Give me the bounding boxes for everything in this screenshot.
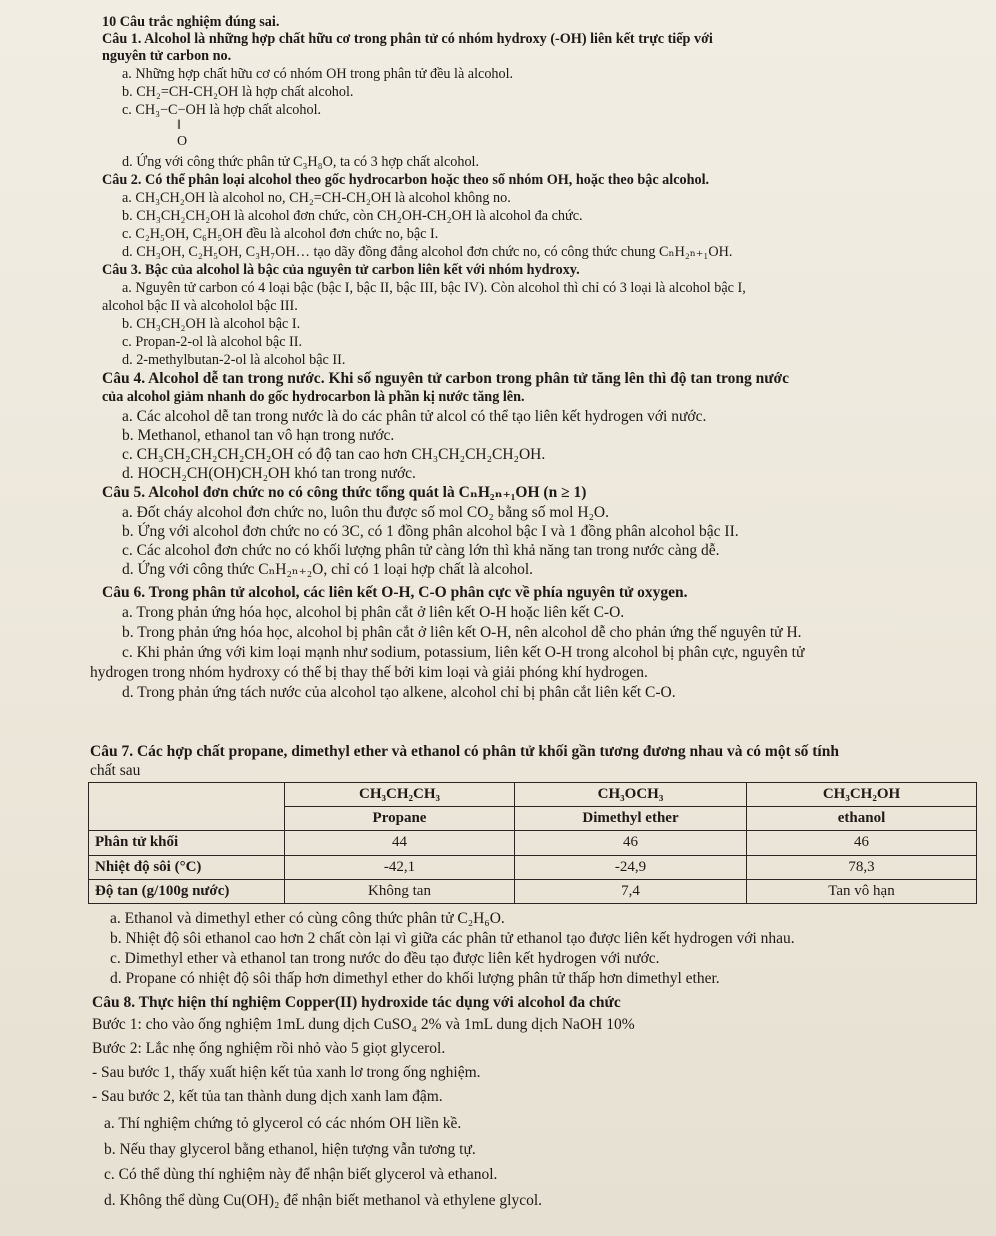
q8-stem: Câu 8. Thực hiện thí nghiệm Copper(II) hydroxide tác dụng với alcohol đa chức [92, 994, 621, 1011]
carbonyl-oxygen: O [177, 134, 188, 149]
q4-option-b: b. Methanol, ethanol tan vô hạn trong nước. [122, 427, 395, 444]
q4-option-a: a. Các alcohol dễ tan trong nước là do các phân tử alcol có thể tạo liên kết hydrogen với nước. [122, 408, 707, 425]
q6-option-a: a. Trong phản ứng hóa học, alcohol bị phân cắt ở liên kết O-H hoặc liên kết C-O. [122, 604, 625, 621]
q7-stem-line1 [90, 743, 839, 761]
q7-stem-line2: chất sau [90, 762, 141, 779]
q4-stem-line1: Câu 4. Alcohol dễ tan trong nước. Khi số nguyên tử carbon trong phân tử tăng lên thì độ tan trong nước [102, 370, 789, 387]
table-cell: 44 [285, 831, 515, 855]
q1-option-d: d. Ứng với công thức phân tử C₃H₈O, ta có 3 hợp chất alcohol. [122, 154, 480, 170]
q2-stem: Câu 2. Có thể phân loại alcohol theo gốc hydrocarbon hoặc theo số nhóm OH, hoặc theo bậc alcohol. [102, 172, 710, 188]
table-cell: 7,4 [515, 879, 747, 903]
q5-stem: Câu 5. Alcohol đơn chức no có công thức tổng quát là CₙH₂ₙ₊₁OH (n ≥ 1) [102, 484, 587, 501]
q1-stem-line2: nguyên tử carbon no. [102, 48, 232, 64]
properties-table [88, 782, 977, 904]
name-dimethyl-ether: Dimethyl ether [515, 807, 747, 831]
table-row [89, 879, 977, 903]
q4-option-d: d. HOCH₂CH(OH)CH₂OH khó tan trong nước. [122, 465, 416, 482]
name-propane: Propane [285, 807, 515, 831]
q5-option-c: c. Các alcohol đơn chức no có khối lượng phân tử càng lớn thì khả năng tan trong nước càng dễ. [122, 542, 720, 559]
q6-option-c-line1: c. Khi phản ứng với kim loại mạnh như sodium, potassium, liên kết O-H trong alcohol bị phân cực, nguyên tử [122, 644, 805, 661]
table-corner-cell [89, 807, 285, 831]
formula-ethanol: CH₃CH₂OH [747, 783, 977, 807]
row-label-molar-mass: Phân tử khối [89, 831, 285, 855]
table-cell: 46 [747, 831, 977, 855]
q5-option-a: a. Đốt cháy alcohol đơn chức no, luôn thu được số mol CO₂ bằng số mol H₂O. [122, 504, 609, 521]
q6-option-c-line2: hydrogen trong nhóm hydroxy có thể bị thay thế bởi kim loại và giải phóng khí hydrogen. [90, 664, 648, 681]
q8-step-2: Bước 2: Lắc nhẹ ống nghiệm rồi nhỏ vào 5 giọt glycerol. [92, 1040, 446, 1057]
q8-option-b: b. Nếu thay glycerol bằng ethanol, hiện tượng vẫn tương tự. [104, 1141, 476, 1158]
table-cell: -24,9 [515, 855, 747, 879]
q7-stem-text: Câu 7. Các hợp chất propane, dimethyl ether và ethanol có phân tử khối gần tương đương nhau và có một số tính [90, 743, 839, 760]
q3-option-a-line1: a. Nguyên tử carbon có 4 loại bậc (bậc I, bậc II, bậc III, bậc IV). Còn alcohol thì chỉ có 3 loại là alcohol bậc I, [122, 280, 746, 296]
q6-option-b: b. Trong phản ứng hóa học, alcohol bị phân cắt ở liên kết O-H, nên alcohol dễ cho phản ứng thế nguyên tử H. [122, 624, 802, 641]
q6-option-d: d. Trong phản ứng tách nước của alcohol tạo alkene, alcohol chỉ bị phân cắt liên kết C-O. [122, 684, 676, 701]
q1-option-a: a. Những hợp chất hữu cơ có nhóm OH trong phân tử đều là alcohol. [122, 66, 514, 82]
q3-option-b: b. CH₃CH₂OH là alcohol bậc I. [122, 316, 301, 332]
formula-propane: CH₃CH₂CH₃ [285, 783, 515, 807]
table-cell: -42,1 [285, 855, 515, 879]
q3-option-a-line2: alcohol bậc II và alcoholol bậc III. [102, 298, 298, 314]
row-label-solubility: Độ tan (g/100g nước) [89, 879, 285, 903]
table-row [89, 807, 977, 831]
carbonyl-double-bond: ‖ [177, 118, 181, 133]
q3-stem: Câu 3. Bậc của alcohol là bậc của nguyên tử carbon liên kết với nhóm hydroxy. [102, 262, 580, 278]
q4-option-c: c. CH₃CH₂CH₂CH₂CH₂OH có độ tan cao hơn CH₃CH₂CH₂CH₂OH. [122, 446, 546, 463]
q8-option-d: d. Không thể dùng Cu(OH)₂ để nhận biết methanol và ethylene glycol. [104, 1192, 543, 1209]
q2-option-b: b. CH₃CH₂CH₂OH là alcohol đơn chức, còn CH₂OH-CH₂OH là alcohol đa chức. [122, 208, 583, 224]
table-row [89, 831, 977, 855]
q5-option-d: d. Ứng với công thức CₙH₂ₙ₊₂O, chỉ có 1 loại hợp chất là alcohol. [122, 561, 533, 578]
q8-option-c: c. Có thể dùng thí nghiệm này để nhận biết glycerol và ethanol. [104, 1166, 498, 1183]
q4-stem-line2: của alcohol giảm nhanh do gốc hydrocarbon là phần kị nước tăng lên. [102, 389, 525, 405]
q8-observation-1: - Sau bước 1, thấy xuất hiện kết tủa xanh lơ trong ống nghiệm. [92, 1064, 481, 1081]
formula-dimethyl-ether: CH₃OCH₃ [515, 783, 747, 807]
table-corner-cell [89, 783, 285, 807]
q2-option-a: a. CH₃CH₂OH là alcohol no, CH₂=CH-CH₂OH là alcohol không no. [122, 190, 511, 206]
table-cell: Không tan [285, 879, 515, 903]
q2-option-d: d. CH₃OH, C₂H₅OH, C₃H₇OH… tạo dãy đồng đẳng alcohol đơn chức no, có công thức chung CₙH₂ₙ₊₁OH. [122, 244, 733, 260]
q8-observation-2: - Sau bước 2, kết tủa tan thành dung dịch xanh lam đậm. [92, 1088, 443, 1105]
q8-option-a: a. Thí nghiệm chứng tỏ glycerol có các nhóm OH liền kề. [104, 1115, 462, 1132]
q3-option-d: d. 2-methylbutan-2-ol là alcohol bậc II. [122, 352, 346, 368]
q7-option-d: d. Propane có nhiệt độ sôi thấp hơn dimethyl ether do khối lượng phân tử thấp hơn dimethyl ether. [110, 970, 720, 987]
table-row [89, 855, 977, 879]
name-ethanol: ethanol [747, 807, 977, 831]
q7-option-c: c. Dimethyl ether và ethanol tan trong nước do đều tạo được liên kết hydrogen với nước. [110, 950, 660, 967]
q1-option-b: b. CH₂=CH-CH₂OH là hợp chất alcohol. [122, 84, 354, 100]
q1-option-c: c. CH₃−C−OH là hợp chất alcohol. [122, 102, 322, 118]
q8-step-1: Bước 1: cho vào ống nghiệm 1mL dung dịch CuSO₄ 2% và 1mL dung dịch NaOH 10% [92, 1016, 635, 1033]
q5-option-b: b. Ứng với alcohol đơn chức no có 3C, có 1 đồng phân alcohol bậc I và 1 đồng phân alcohol bậc II. [122, 523, 739, 540]
q7-option-a: a. Ethanol và dimethyl ether có cùng công thức phân tử C₂H₆O. [110, 910, 505, 927]
q3-option-c: c. Propan-2-ol là alcohol bậc II. [122, 334, 303, 350]
row-label-boiling-point: Nhiệt độ sôi (°C) [89, 855, 285, 879]
worksheet-title: 10 Câu trắc nghiệm đúng sai. [102, 14, 280, 30]
q7-option-b: b. Nhiệt độ sôi ethanol cao hơn 2 chất còn lại vì giữa các phân tử ethanol tạo được liên kết hydrogen với nhau. [110, 930, 795, 947]
q2-option-c: c. C₂H₅OH, C₆H₅OH đều là alcohol đơn chức no, bậc I. [122, 226, 439, 242]
table-cell: Tan vô hạn [747, 879, 977, 903]
table-row [89, 783, 977, 807]
q1-stem-line1: Câu 1. Alcohol là những hợp chất hữu cơ trong phân tử có nhóm hydroxy (-OH) liên kết trực tiếp với [102, 31, 713, 47]
q6-stem: Câu 6. Trong phân tử alcohol, các liên kết O-H, C-O phân cực về phía nguyên tử oxygen. [102, 584, 688, 601]
table-cell: 78,3 [747, 855, 977, 879]
table-cell: 46 [515, 831, 747, 855]
